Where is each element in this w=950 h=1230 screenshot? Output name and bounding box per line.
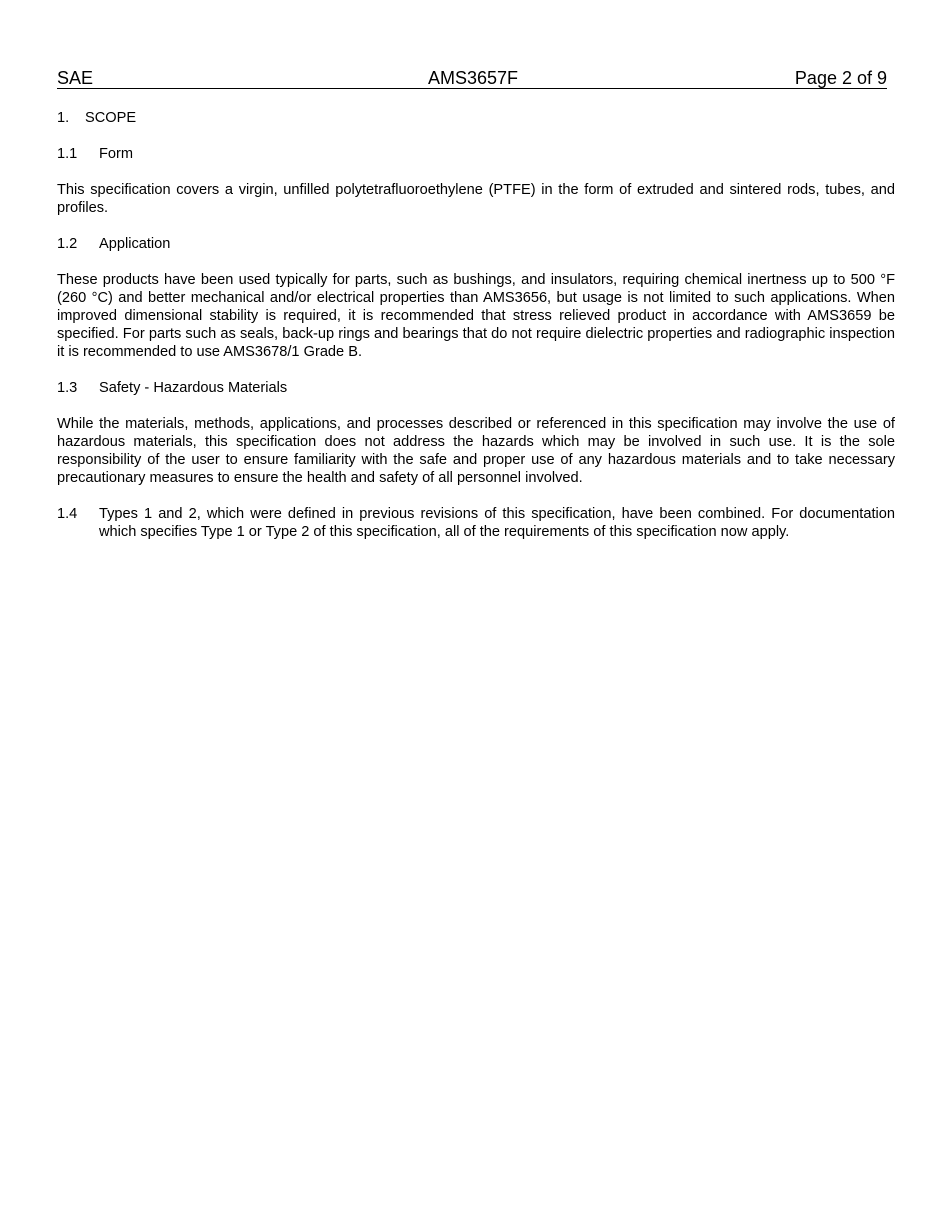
section-1-1-heading [57, 145, 895, 163]
section-title: Safety - Hazardous Materials [99, 380, 288, 396]
section-number: 1.4 [57, 506, 78, 522]
section-1-heading [57, 109, 895, 127]
header-page-number: Page 2 of 9 [794, 68, 887, 88]
section-1-2-paragraph: These products have been used typically for parts, such as bushings, and insulators, requiring chemical inertness up to 500 °F (260 °C) and better mechanical and/or electrical properties than AMS3656, but usage is not limited to such applications. When improved dimensional stability is required, it is recommended that stress relieved product in accordance with AMS3659 be specified. For parts such as seals, back-up rings and bearings that do not require dielectric properties and radiographic inspection it is recommended to use AMS3678/1 Grade B. [57, 272, 895, 360]
section-1-3-paragraph: While the materials, methods, applications, and processes described or referenced in this specification may involve the use of hazardous materials, this specification does not address the hazards which may be involved in such use. It is the sole responsibility of the user to ensure familiarity with the safe and proper use of any hazardous materials and to take necessary precautionary measures to ensure the health and safety of all personnel involved. [57, 416, 895, 486]
document-body [57, 109, 895, 559]
section-title: Form [99, 146, 134, 162]
section-number: 1.3 [57, 380, 78, 396]
section-1-3-heading [57, 379, 895, 397]
section-number: 1.1 [57, 146, 78, 162]
header-doc-id: AMS3657F [428, 68, 519, 88]
section-1-2-heading [57, 235, 895, 253]
section-title: SCOPE [85, 110, 137, 126]
section-number: 1. [57, 110, 70, 126]
header-org: SAE [57, 68, 94, 88]
section-number: 1.2 [57, 236, 78, 252]
section-1-4-paragraph: Types 1 and 2, which were defined in previous revisions of this specification, have been combined. For documentation which specifies Type 1 or Type 2 of this specification, all of the requirements of this specification now apply. [99, 506, 895, 540]
section-title: Application [99, 236, 171, 252]
section-1-1-paragraph: This specification covers a virgin, unfilled polytetrafluoroethylene (PTFE) in the form of extruded and sintered rods, tubes, and profiles. [57, 182, 895, 216]
section-1-4-item [57, 505, 895, 541]
page-header [57, 68, 887, 89]
